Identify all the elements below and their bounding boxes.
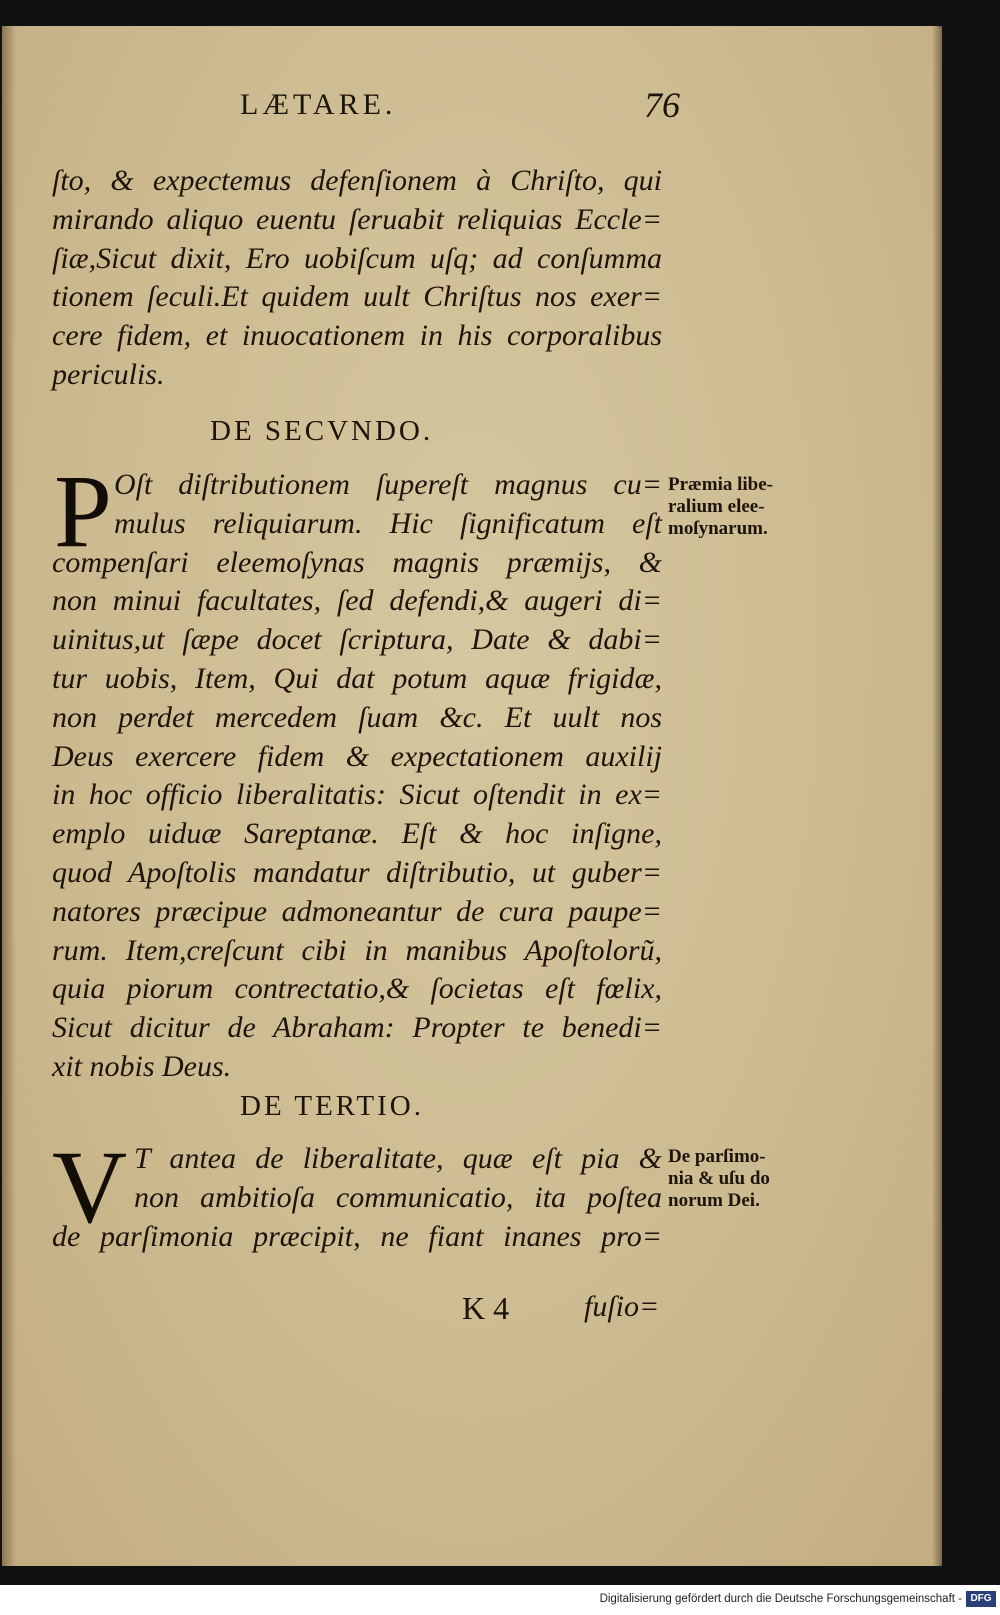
- paragraph-secundo: [52, 466, 662, 1087]
- page-edge-shadow-left: [2, 26, 16, 1566]
- page-number: 76: [644, 85, 680, 125]
- catchword: fuſio=: [584, 1290, 660, 1323]
- margin-note-line: moſynarum.: [668, 518, 768, 539]
- text-line: tionem ſeculi.Et quidem uult Chriſtus nos exer=: [52, 280, 662, 314]
- marginal-note-praemia: [668, 474, 818, 540]
- running-title: LÆTARE.: [240, 88, 397, 121]
- text-line: ſiæ,Sicut dixit, Ero uobiſcum uſq; ad conſumma: [52, 241, 662, 275]
- text-line: non minui facultates, ſed defendi,& augeri di=: [52, 584, 662, 618]
- text-line: quia piorum contrectatio,& ſocietas eſt fœlix,: [52, 972, 662, 1006]
- text-line: Oſt diſtributionem ſupereſt magnus cu=: [114, 468, 662, 501]
- text-line: mulus reliquiarum. Hic ſignificatum eſt: [114, 506, 662, 540]
- text-line: xit nobis Deus.: [52, 1049, 232, 1083]
- text-line: T antea de liberalitate, quæ eſt pia &: [134, 1142, 662, 1175]
- margin-note-line: Præmia libe-: [668, 474, 774, 495]
- text-line: natores præcipue admoneantur de cura paupe=: [52, 894, 662, 928]
- paragraph-tertio: [52, 1140, 662, 1256]
- text-line: compenſari eleemoſynas magnis præmijs, &: [52, 545, 662, 579]
- text-line: rum. Item,creſcunt cibi in manibus Apoſtolorũ,: [52, 933, 662, 967]
- paragraph-continuation: [52, 162, 662, 395]
- page-edge-shadow-right: [932, 26, 942, 1566]
- text-line: Sicut dicitur de Abraham: Propter te benedi=: [52, 1011, 662, 1045]
- digitization-footer: [0, 1588, 1000, 1615]
- section-heading-tertio: DE TERTIO.: [240, 1090, 424, 1122]
- footer-credit: Digitalisierung gefördert durch die Deutsche Forschungsgemeinschaft -: [599, 1593, 962, 1605]
- text-line: tur uobis, Item, Qui dat potum aquæ frigidæ,: [52, 661, 662, 695]
- text-line: uinitus,ut ſæpe docet ſcriptura, Date & dabi=: [52, 623, 662, 657]
- text-line: emplo uiduæ Sareptanæ. Eſt & hoc inſigne,: [52, 817, 662, 851]
- text-line: de parſimonia præcipit, ne fiant inanes pro=: [52, 1219, 662, 1253]
- margin-note-line: De parſimo-: [668, 1146, 766, 1167]
- text-line: non perdet mercedem ſuam &c. Et uult nos: [52, 700, 662, 734]
- dfg-logo: DFG: [966, 1591, 996, 1607]
- marginal-note-parsimonia: [668, 1146, 818, 1212]
- signature-mark: K 4: [462, 1290, 510, 1326]
- margin-note-line: ralium elee-: [668, 496, 765, 517]
- section-heading-secundo: DE SECVNDO.: [210, 415, 434, 447]
- text-line: quod Apoſtolis mandatur diſtributio, ut guber=: [52, 855, 662, 889]
- text-line: Deus exercere fidem & expectationem auxilij: [52, 739, 662, 773]
- drop-cap: V: [52, 1130, 128, 1245]
- margin-note-line: nia & uſu do: [668, 1168, 770, 1189]
- text-line: ſto, & expectemus defenſionem à Chriſto, qui: [52, 164, 662, 197]
- text-line: in hoc officio liberalitatis: Sicut oſtendit in ex=: [52, 778, 662, 812]
- text-line: periculis.: [52, 357, 165, 391]
- text-line: mirando aliquo euentu ſeruabit reliquias Eccle=: [52, 202, 662, 236]
- text-line: cere fidem, et inuocationem in his corporalibus: [52, 319, 662, 353]
- drop-cap: P: [54, 454, 112, 569]
- margin-note-line: norum Dei.: [668, 1190, 760, 1211]
- text-line: non ambitioſa communicatio, ita poſtea: [134, 1180, 662, 1214]
